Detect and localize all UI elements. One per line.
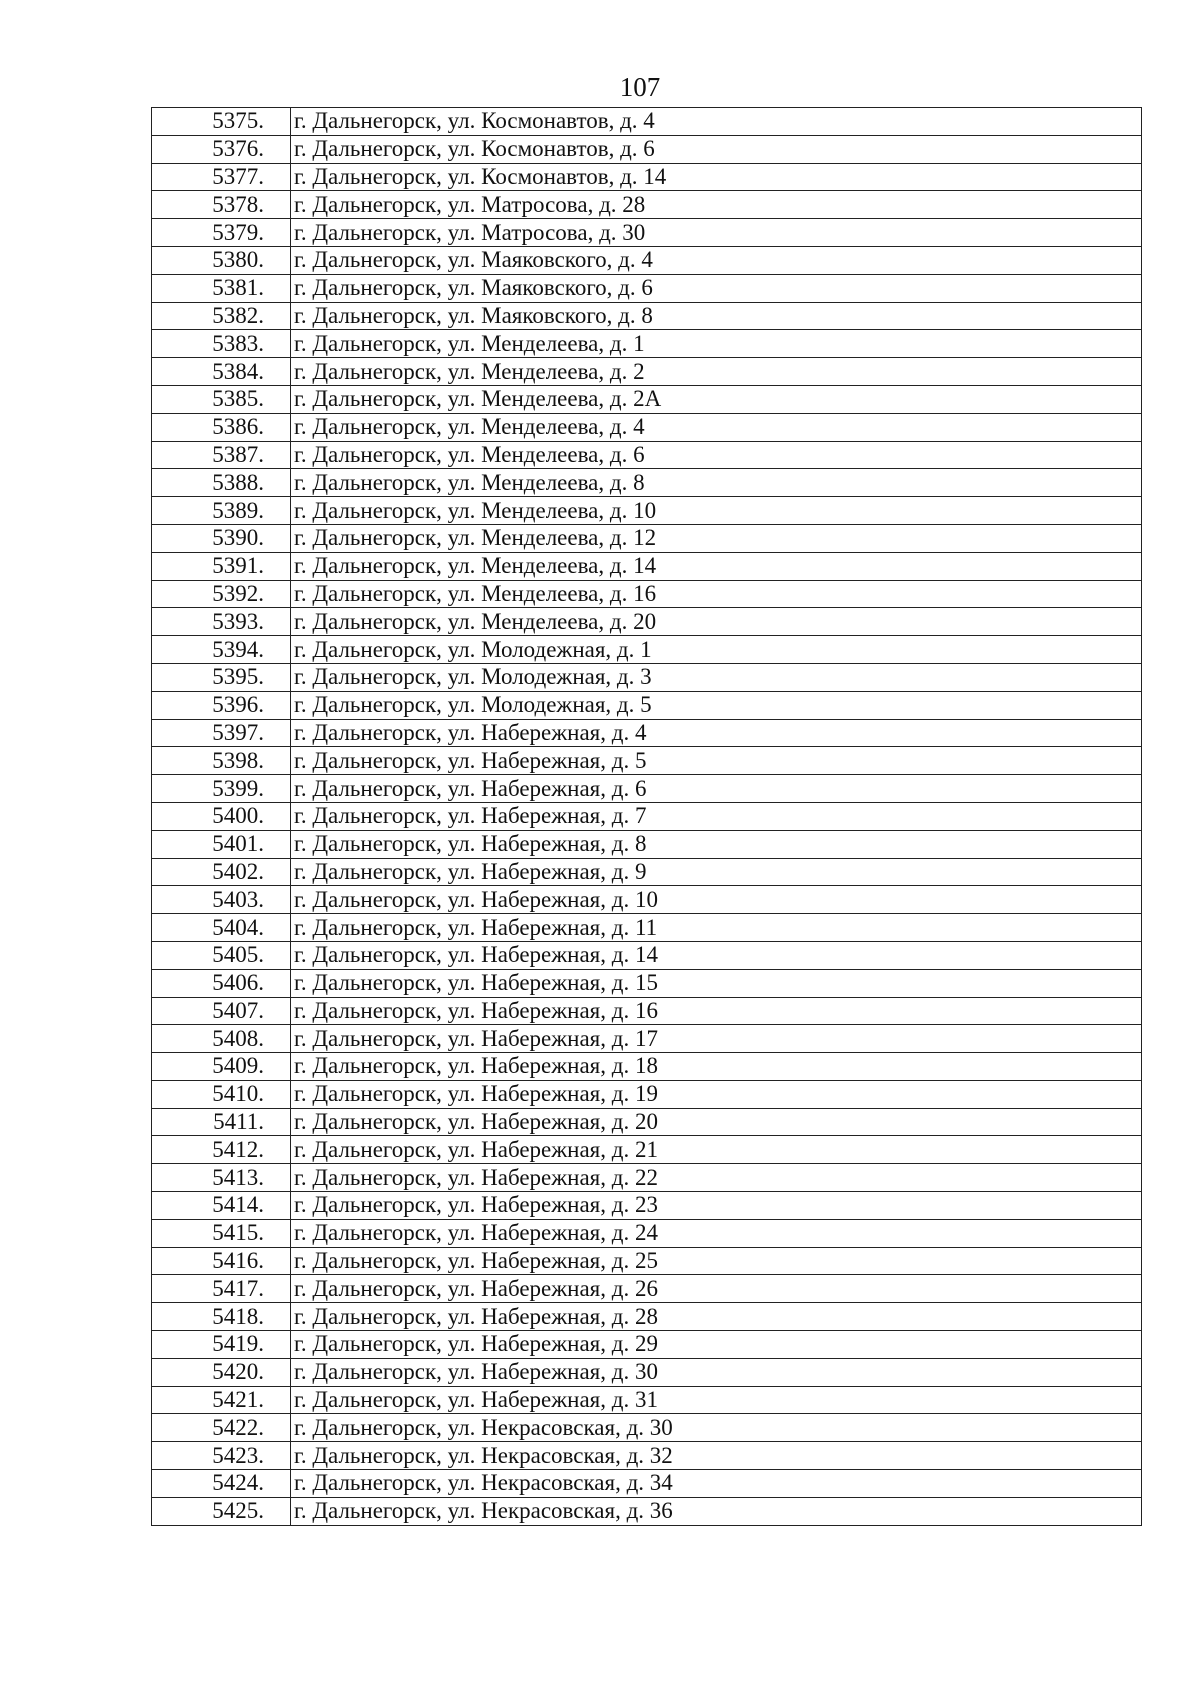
row-address: г. Дальнегорск, ул. Набережная, д. 5: [291, 747, 1142, 775]
table-row: [152, 469, 1142, 497]
table-row: [152, 997, 1142, 1025]
table-row: [152, 1192, 1142, 1220]
row-number: 5392.: [152, 580, 291, 608]
table-row: [152, 219, 1142, 247]
table-row: [152, 1080, 1142, 1108]
row-address: г. Дальнегорск, ул. Некрасовская, д. 36: [291, 1497, 1142, 1525]
row-address: г. Дальнегорск, ул. Набережная, д. 14: [291, 941, 1142, 969]
row-address: г. Дальнегорск, ул. Набережная, д. 23: [291, 1192, 1142, 1220]
row-address: г. Дальнегорск, ул. Молодежная, д. 3: [291, 663, 1142, 691]
row-address: г. Дальнегорск, ул. Набережная, д. 19: [291, 1080, 1142, 1108]
row-address: г. Дальнегорск, ул. Матросова, д. 28: [291, 191, 1142, 219]
row-address: г. Дальнегорск, ул. Маяковского, д. 6: [291, 274, 1142, 302]
row-number: 5389.: [152, 497, 291, 525]
table-row: [152, 1164, 1142, 1192]
row-address: г. Дальнегорск, ул. Набережная, д. 8: [291, 830, 1142, 858]
row-number: 5380.: [152, 246, 291, 274]
table-row: [152, 441, 1142, 469]
table-row: [152, 1275, 1142, 1303]
row-number: 5396.: [152, 691, 291, 719]
row-address: г. Дальнегорск, ул. Набережная, д. 10: [291, 886, 1142, 914]
table-row: [152, 552, 1142, 580]
row-address: г. Дальнегорск, ул. Набережная, д. 24: [291, 1219, 1142, 1247]
table-row: [152, 497, 1142, 525]
table-row: [152, 1497, 1142, 1525]
row-number: 5388.: [152, 469, 291, 497]
table-row: [152, 691, 1142, 719]
row-address: г. Дальнегорск, ул. Некрасовская, д. 32: [291, 1442, 1142, 1470]
table-row: [152, 802, 1142, 830]
row-address: г. Дальнегорск, ул. Менделеева, д. 4: [291, 413, 1142, 441]
row-number: 5422.: [152, 1414, 291, 1442]
table-row: [152, 941, 1142, 969]
row-number: 5419.: [152, 1331, 291, 1359]
row-number: 5424.: [152, 1470, 291, 1498]
table-row: [152, 1219, 1142, 1247]
row-number: 5414.: [152, 1192, 291, 1220]
row-address: г. Дальнегорск, ул. Менделеева, д. 8: [291, 469, 1142, 497]
table-row: [152, 274, 1142, 302]
row-address: г. Дальнегорск, ул. Менделеева, д. 2: [291, 358, 1142, 386]
row-number: 5421.: [152, 1386, 291, 1414]
table-row: [152, 108, 1142, 136]
row-number: 5383.: [152, 330, 291, 358]
table-row: [152, 1470, 1142, 1498]
table-row: [152, 580, 1142, 608]
row-number: 5402.: [152, 858, 291, 886]
row-number: 5423.: [152, 1442, 291, 1470]
table-row: [152, 969, 1142, 997]
table-row: [152, 163, 1142, 191]
table-row: [152, 1136, 1142, 1164]
row-address: г. Дальнегорск, ул. Менделеева, д. 2А: [291, 385, 1142, 413]
row-number: 5413.: [152, 1164, 291, 1192]
row-number: 5375.: [152, 108, 291, 136]
row-number: 5381.: [152, 274, 291, 302]
table-row: [152, 385, 1142, 413]
table-row: [152, 1386, 1142, 1414]
row-number: 5386.: [152, 413, 291, 441]
row-number: 5377.: [152, 163, 291, 191]
row-address: г. Дальнегорск, ул. Набережная, д. 28: [291, 1303, 1142, 1331]
row-number: 5404.: [152, 914, 291, 942]
table-row: [152, 663, 1142, 691]
row-number: 5387.: [152, 441, 291, 469]
table-row: [152, 747, 1142, 775]
row-address: г. Дальнегорск, ул. Набережная, д. 4: [291, 719, 1142, 747]
row-address: г. Дальнегорск, ул. Некрасовская, д. 30: [291, 1414, 1142, 1442]
row-number: 5400.: [152, 802, 291, 830]
row-address: г. Дальнегорск, ул. Менделеева, д. 12: [291, 524, 1142, 552]
row-address: г. Дальнегорск, ул. Маяковского, д. 8: [291, 302, 1142, 330]
row-number: 5411.: [152, 1108, 291, 1136]
row-address: г. Дальнегорск, ул. Менделеева, д. 16: [291, 580, 1142, 608]
row-number: 5376.: [152, 135, 291, 163]
row-address: г. Дальнегорск, ул. Набережная, д. 7: [291, 802, 1142, 830]
row-number: 5406.: [152, 969, 291, 997]
row-address: г. Дальнегорск, ул. Космонавтов, д. 4: [291, 108, 1142, 136]
table-row: [152, 775, 1142, 803]
row-number: 5385.: [152, 385, 291, 413]
row-address: г. Дальнегорск, ул. Космонавтов, д. 6: [291, 135, 1142, 163]
table-row: [152, 1108, 1142, 1136]
table-row: [152, 413, 1142, 441]
row-address: г. Дальнегорск, ул. Набережная, д. 25: [291, 1247, 1142, 1275]
row-number: 5405.: [152, 941, 291, 969]
table-row: [152, 1442, 1142, 1470]
row-address: г. Дальнегорск, ул. Молодежная, д. 1: [291, 636, 1142, 664]
address-table-body: [152, 108, 1142, 1526]
row-address: г. Дальнегорск, ул. Набережная, д. 18: [291, 1053, 1142, 1081]
row-address: г. Дальнегорск, ул. Набережная, д. 20: [291, 1108, 1142, 1136]
table-row: [152, 1053, 1142, 1081]
row-address: г. Дальнегорск, ул. Менделеева, д. 14: [291, 552, 1142, 580]
row-number: 5409.: [152, 1053, 291, 1081]
table-row: [152, 1025, 1142, 1053]
table-row: [152, 1358, 1142, 1386]
row-number: 5397.: [152, 719, 291, 747]
row-address: г. Дальнегорск, ул. Набережная, д. 6: [291, 775, 1142, 803]
table-row: [152, 246, 1142, 274]
row-number: 5418.: [152, 1303, 291, 1331]
table-row: [152, 914, 1142, 942]
row-number: 5408.: [152, 1025, 291, 1053]
row-number: 5417.: [152, 1275, 291, 1303]
row-address: г. Дальнегорск, ул. Набережная, д. 16: [291, 997, 1142, 1025]
table-row: [152, 191, 1142, 219]
row-address: г. Дальнегорск, ул. Набережная, д. 26: [291, 1275, 1142, 1303]
row-address: г. Дальнегорск, ул. Набережная, д. 9: [291, 858, 1142, 886]
row-number: 5390.: [152, 524, 291, 552]
row-number: 5384.: [152, 358, 291, 386]
row-address: г. Дальнегорск, ул. Набережная, д. 15: [291, 969, 1142, 997]
row-address: г. Дальнегорск, ул. Менделеева, д. 1: [291, 330, 1142, 358]
table-row: [152, 1303, 1142, 1331]
row-number: 5420.: [152, 1358, 291, 1386]
row-address: г. Дальнегорск, ул. Набережная, д. 29: [291, 1331, 1142, 1359]
row-number: 5403.: [152, 886, 291, 914]
table-row: [152, 886, 1142, 914]
row-address: г. Дальнегорск, ул. Набережная, д. 21: [291, 1136, 1142, 1164]
row-address: г. Дальнегорск, ул. Менделеева, д. 6: [291, 441, 1142, 469]
row-number: 5393.: [152, 608, 291, 636]
row-number: 5379.: [152, 219, 291, 247]
table-row: [152, 1331, 1142, 1359]
table-row: [152, 524, 1142, 552]
row-address: г. Дальнегорск, ул. Набережная, д. 17: [291, 1025, 1142, 1053]
row-number: 5415.: [152, 1219, 291, 1247]
row-number: 5378.: [152, 191, 291, 219]
row-address: г. Дальнегорск, ул. Менделеева, д. 20: [291, 608, 1142, 636]
row-number: 5416.: [152, 1247, 291, 1275]
table-row: [152, 719, 1142, 747]
row-address: г. Дальнегорск, ул. Набережная, д. 11: [291, 914, 1142, 942]
row-number: 5382.: [152, 302, 291, 330]
row-address: г. Дальнегорск, ул. Набережная, д. 22: [291, 1164, 1142, 1192]
table-row: [152, 302, 1142, 330]
table-row: [152, 608, 1142, 636]
row-address: г. Дальнегорск, ул. Менделеева, д. 10: [291, 497, 1142, 525]
row-address: г. Дальнегорск, ул. Молодежная, д. 5: [291, 691, 1142, 719]
row-number: 5398.: [152, 747, 291, 775]
table-row: [152, 1247, 1142, 1275]
row-number: 5401.: [152, 830, 291, 858]
page-number: 107: [619, 72, 661, 102]
row-number: 5399.: [152, 775, 291, 803]
row-number: 5425.: [152, 1497, 291, 1525]
row-address: г. Дальнегорск, ул. Набережная, д. 30: [291, 1358, 1142, 1386]
table-row: [152, 1414, 1142, 1442]
row-address: г. Дальнегорск, ул. Набережная, д. 31: [291, 1386, 1142, 1414]
row-address: г. Дальнегорск, ул. Маяковского, д. 4: [291, 246, 1142, 274]
table-row: [152, 135, 1142, 163]
table-row: [152, 858, 1142, 886]
table-row: [152, 830, 1142, 858]
row-number: 5391.: [152, 552, 291, 580]
row-number: 5412.: [152, 1136, 291, 1164]
row-address: г. Дальнегорск, ул. Некрасовская, д. 34: [291, 1470, 1142, 1498]
row-address: г. Дальнегорск, ул. Матросова, д. 30: [291, 219, 1142, 247]
table-row: [152, 358, 1142, 386]
row-address: г. Дальнегорск, ул. Космонавтов, д. 14: [291, 163, 1142, 191]
row-number: 5407.: [152, 997, 291, 1025]
row-number: 5395.: [152, 663, 291, 691]
table-row: [152, 636, 1142, 664]
row-number: 5394.: [152, 636, 291, 664]
address-table: [151, 107, 1142, 1526]
row-number: 5410.: [152, 1080, 291, 1108]
table-row: [152, 330, 1142, 358]
